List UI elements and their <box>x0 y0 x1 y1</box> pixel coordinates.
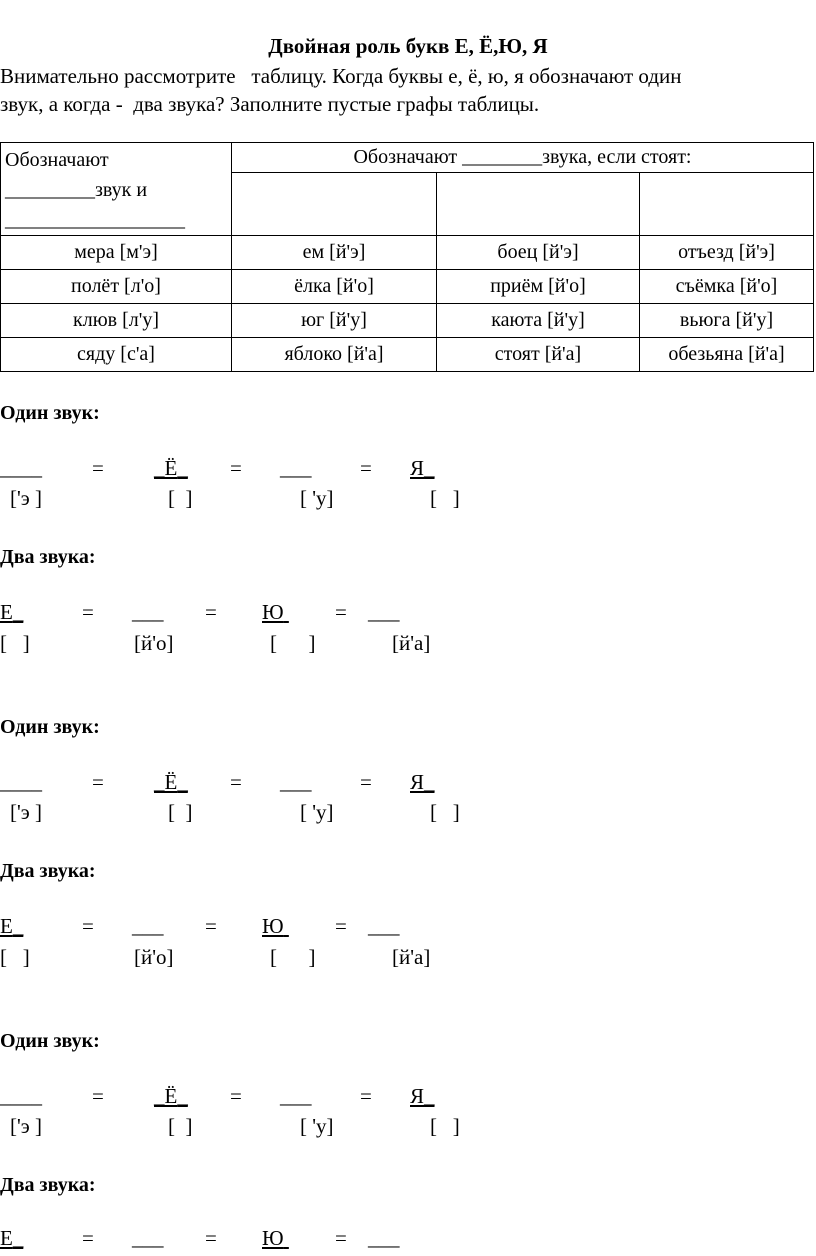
letter-e: Е_ <box>0 914 24 938</box>
sound: [ ] <box>0 945 30 969</box>
equals-sign: = <box>82 1226 94 1250</box>
table-cell: боец [й'э] <box>437 236 640 270</box>
letter: Я <box>410 1084 425 1108</box>
blank-line: ____ <box>0 770 42 794</box>
blank-line: ___ <box>368 914 400 938</box>
blank-line: ___ <box>368 1226 400 1250</box>
blank-line: ___ <box>368 600 400 624</box>
sound: [ ] <box>270 945 316 969</box>
sound: ['э ] <box>10 486 43 510</box>
equals-sign: = <box>205 1226 217 1250</box>
table-cell: отъезд [й'э] <box>640 236 814 270</box>
instructions-line-2: звук, а когда - два звука? Заполните пустые графы таблицы. <box>0 92 540 116</box>
letter: Я <box>410 456 425 480</box>
header-left-cell <box>1 143 232 236</box>
table-cell: вьюга [й'у] <box>640 304 814 338</box>
letter-yo: _Ё_ <box>154 456 188 480</box>
letter: Ю <box>262 1226 284 1250</box>
two-sounds-heading: Два звука: <box>0 546 96 568</box>
sound: [й'а] <box>392 631 431 655</box>
letter-e: Е_ <box>0 600 24 624</box>
blank-line: ___ <box>280 1084 312 1108</box>
letter-yu <box>262 600 289 625</box>
page-title: Двойная роль букв Е, Ё,Ю, Я <box>268 34 548 58</box>
letter: Ю <box>262 914 284 938</box>
equals-sign: = <box>230 770 242 794</box>
table-row <box>1 304 814 338</box>
letter-ya: Я_ <box>410 456 435 480</box>
two-sounds-heading: Два звука: <box>0 1174 96 1196</box>
letter: Я <box>410 770 425 794</box>
letter: Е <box>0 914 13 938</box>
letter-yu <box>262 914 289 939</box>
table-cell: ёлка [й'о] <box>232 270 437 304</box>
table-cell: сяду [с'а] <box>1 338 232 372</box>
blank-line: ___ <box>132 914 164 938</box>
equals-sign: = <box>92 770 104 794</box>
instructions-line-1: Внимательно рассмотрите таблицу. Когда буквы е, ё, ю, я обозначают один <box>0 64 682 88</box>
table-cell: ем [й'э] <box>232 236 437 270</box>
equals-sign: = <box>335 914 347 938</box>
equals-sign: = <box>335 1226 347 1250</box>
letter: Ю <box>262 600 284 624</box>
sound: [ 'у] <box>300 1114 334 1138</box>
table-cell: обезьяна [й'а] <box>640 338 814 372</box>
equals-sign: = <box>360 1084 372 1108</box>
table-cell: юг [й'у] <box>232 304 437 338</box>
sound: [ ] <box>168 800 193 824</box>
header-right-cell: Обозначают ________звука, если стоят: <box>232 143 814 173</box>
letter-yo: _Ё_ <box>154 1084 188 1108</box>
letter: Ё <box>164 1084 178 1108</box>
blank-line: ____ <box>0 456 42 480</box>
blank-line: ___ <box>132 1226 164 1250</box>
equals-sign: = <box>360 770 372 794</box>
equals-sign: = <box>92 456 104 480</box>
sound: [ ] <box>0 631 30 655</box>
equals-sign: = <box>205 600 217 624</box>
equals-sign: = <box>82 914 94 938</box>
one-sound-heading: Один звук: <box>0 402 100 424</box>
sound: [ ] <box>168 1114 193 1138</box>
two-sounds-heading: Два звука: <box>0 860 96 882</box>
table-cell: яблоко [й'а] <box>232 338 437 372</box>
table-cell: каюта [й'у] <box>437 304 640 338</box>
sound: [ ] <box>168 486 193 510</box>
sound: [й'о] <box>134 945 174 969</box>
letter-yo: _Ё_ <box>154 770 188 794</box>
table-cell: полёт [л'о] <box>1 270 232 304</box>
table-row <box>1 338 814 372</box>
header-left-line-3: __________________ <box>5 209 185 231</box>
letter: Ё <box>164 770 178 794</box>
sound: [ 'у] <box>300 800 334 824</box>
equals-sign: = <box>82 600 94 624</box>
equals-sign: = <box>92 1084 104 1108</box>
one-sound-heading: Один звук: <box>0 1030 100 1052</box>
table-row <box>1 270 814 304</box>
sound: ['э ] <box>10 800 43 824</box>
sound: [й'о] <box>134 631 174 655</box>
equals-sign: = <box>205 914 217 938</box>
sound: [ ] <box>430 800 460 824</box>
table-cell: съёмка [й'о] <box>640 270 814 304</box>
letter: Е <box>0 600 13 624</box>
letter-e: Е_ <box>0 1226 24 1250</box>
equals-sign: = <box>230 456 242 480</box>
letter: Ё <box>164 456 178 480</box>
sound: [ 'у] <box>300 486 334 510</box>
header-left-line-1: Обозначают <box>5 149 109 171</box>
blank-line: ___ <box>280 770 312 794</box>
letter-ya: Я_ <box>410 1084 435 1108</box>
blank-line: ___ <box>280 456 312 480</box>
blank-cell-1 <box>232 172 437 235</box>
sound: [ ] <box>430 1114 460 1138</box>
table-cell: приём [й'о] <box>437 270 640 304</box>
blank-line: ____ <box>0 1084 42 1108</box>
sound: [й'а] <box>392 945 431 969</box>
one-sound-heading: Один звук: <box>0 716 100 738</box>
table-cell: клюв [л'у] <box>1 304 232 338</box>
table-cell: стоят [й'а] <box>437 338 640 372</box>
letter: Е <box>0 1226 13 1250</box>
instructions <box>0 62 816 118</box>
letter-yu <box>262 1226 289 1251</box>
equals-sign: = <box>360 456 372 480</box>
sound: [ ] <box>270 631 316 655</box>
blank-cell-2 <box>437 172 640 235</box>
letters-table <box>0 142 814 372</box>
equals-sign: = <box>335 600 347 624</box>
blank-cell-3 <box>640 172 814 235</box>
table-cell: мера [м'э] <box>1 236 232 270</box>
equals-sign: = <box>230 1084 242 1108</box>
sound: [ ] <box>430 486 460 510</box>
letter-ya: Я_ <box>410 770 435 794</box>
table-row <box>1 236 814 270</box>
header-left-line-2: _________звук и <box>5 179 148 201</box>
blank-line: ___ <box>132 600 164 624</box>
sound: ['э ] <box>10 1114 43 1138</box>
